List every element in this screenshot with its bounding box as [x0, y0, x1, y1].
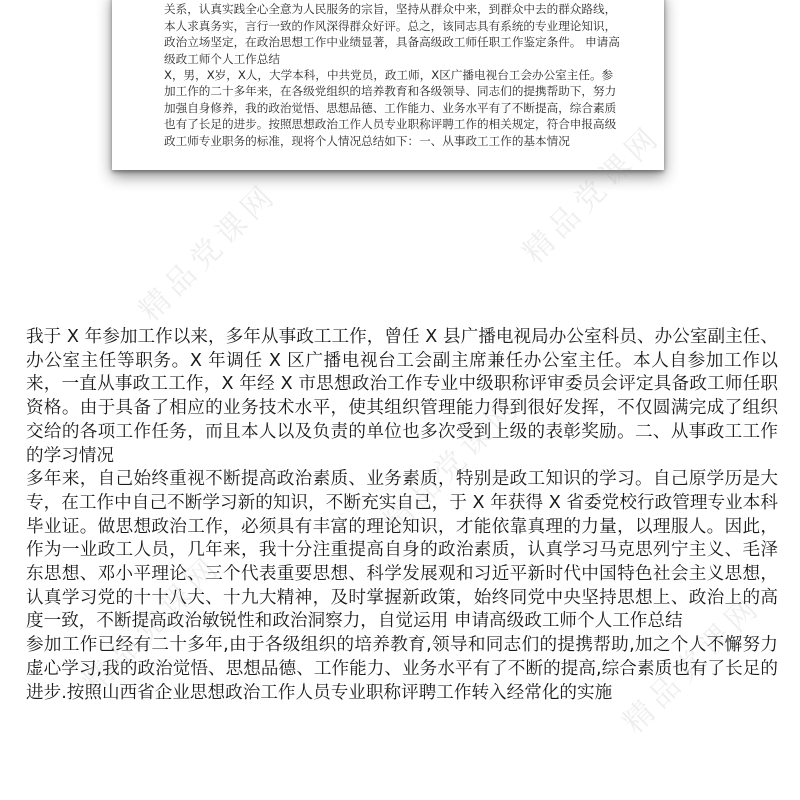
document-page-preview [112, 0, 664, 170]
body-paragraph: 参加工作已经有二十多年,由于各级组织的培养教育,领导和同志们的提携帮助,加之个人不懈努力虚心学习,我的政治觉悟、思想品德、工作能力、业务水平有了不断的提高,综合素质也有了长足的进步.按照山西省企业思想政治工作人员专业职称评聘工作转入经常化的实施 [26, 635, 778, 703]
preview-paragraph: X，男，X岁，X人，大学本科，中共党员，政工师，X区广播电视台工会办公室主任。参加工作的二十多年来，在各级党组织的培养教育和各级领导、同志们的提携帮助下，努力加强自身修养，我的政治觉悟、思想品德、工作能力、业务水平有了不断提高，综合素质也有了长足的进步。按照思想政治工作人员专业职称评聘工作的相关规定，符合申报高级政工师专业职务的标准，现将个人情况总结如下：一、从事政工工作的基本情况 [164, 68, 617, 148]
watermark: 精品党课网 [616, 588, 769, 741]
body-paragraph: 多年来，自己始终重视不断提高政治素质、业务素质，特别是政工知识的学习。自己原学历是大专，在工作中自己不断学习新的知识，不断充实自己，于 X 年获得 X 省委党校行政管理专业本科毕业证。做思想政治工作，必须具有丰富的理论知识，才能依靠真理的力量，以理服人。因此，作为一业政工人员，几年来，我十分注重提高自身的政治素质，认真学习马克思列宁主义、毛泽东思想、邓小平理论、三个代表重要思想、科学发展观和习近平新时代中国特色社会主义思想，认真学习党的十十八大、十九大精神，及时掌握新政策，始终同党中央坚持思想上、政治上的高度一致，不断提高政治敏锐性和政治洞察力，自觉运用 申请高级政工师个人工作总结 [26, 469, 778, 632]
preview-text [164, 0, 622, 149]
preview-paragraph: 关系，认真实践全心全意为人民服务的宗旨，坚持从群众中来，到群众中去的群众路线，本人求真务实，言行一致的作风深得群众好评。总之，该同志具有系统的专业理论知识，政治立场坚定，在政治思想工作中业绩显著，具备高级政工师任职工作鉴定条件。 申请高级政工师个人工作总结 [164, 2, 620, 66]
body-paragraph: 我于 X 年参加工作以来，多年从事政工工作，曾任 X 县广播电视局办公室科员、办公室副主任、办公室主任等职务。X 年调任 X 区广播电视台工会副主席兼任办公室主任。本人自参加工作以来，一直从事政工工作，X 年经 X 市思想政治工作专业中级职称评审委员会评定具备政工师任职资格。由于具备了相应的业务技术水平，使其组织管理能力得到很好发挥，不仅圆满完成了组织交给的各项工作任务，而且本人以及负责的单位也多次受到上级的表彰奖励。二、从事政工工作的学习情况 [26, 327, 778, 466]
watermark: 精品党课网 [376, 388, 529, 541]
document-body [26, 326, 778, 705]
watermark: 精品党课网 [516, 118, 669, 271]
watermark: 精品党课网 [76, 548, 229, 701]
watermark: 精品党课网 [132, 176, 285, 329]
